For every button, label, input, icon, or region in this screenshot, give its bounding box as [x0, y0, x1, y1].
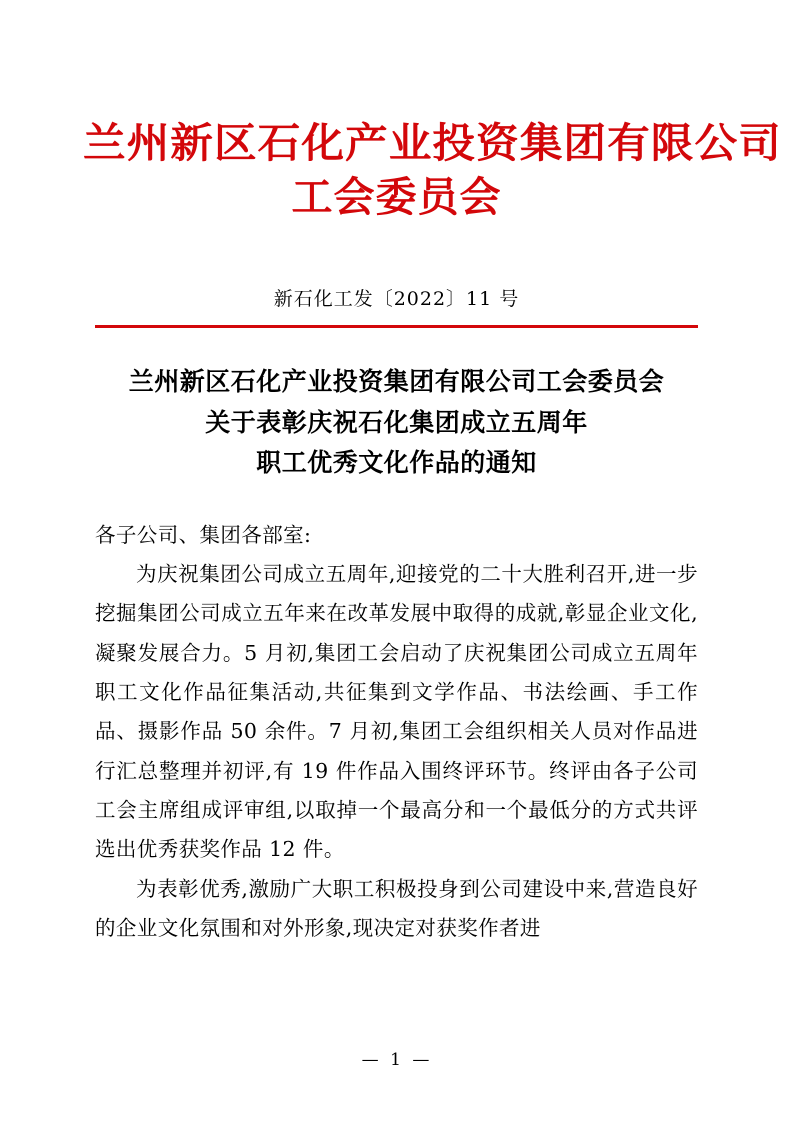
- salutation: 各子公司、集团各部室:: [95, 522, 312, 547]
- page-footer: [0, 1050, 793, 1070]
- document-number: 新石化工发〔2022〕11 号: [273, 288, 520, 311]
- document-title: [95, 362, 698, 484]
- body-paragraph-2: 为表彰优秀,激励广大职工积极投身到公司建设中来,营造良好的企业文化氛围和对外形象,现决定对获奖作者进: [95, 876, 698, 941]
- document-title-line-1: 兰州新区石化产业投资集团有限公司工会委员会: [128, 367, 665, 397]
- footer-left-dash: —: [361, 1050, 381, 1070]
- body-paragraph-1: 为庆祝集团公司成立五周年,迎接党的二十大胜利召开,进一步挖掘集团公司成立五年来在改革发展中取得的成就,彰显企业文化,凝聚发展合力。5 月初,集团工会启动了庆祝集团公司成立五周年职工文化作品征集活动,共征集到文学作品、书法绘画、手工作品、摄影作品 50 余件。7 月初,集团工会组织相关人员对作品进行汇总整理并初评,有 19 件作品入围终评环节。终评由各子公司工会主席组成评审组,以取掉一个最高分和一个最低分的方式共评选出优秀获奖作品 12 件。: [95, 561, 698, 862]
- issuing-organization-line-2: 工会委员会: [291, 173, 502, 222]
- document-title-line-3: 职工优秀文化作品的通知: [256, 448, 537, 478]
- document-header: [82, 0, 782, 222]
- footer-right-dash: —: [412, 1050, 432, 1070]
- document-body: [95, 516, 698, 949]
- document-title-line-2: 关于表彰庆祝石化集团成立五周年: [205, 407, 588, 437]
- page-number: 1: [390, 1050, 403, 1070]
- issuing-organization-line-1: 兰州新区石化产业投资集团有限公司: [82, 119, 782, 167]
- red-divider-rule: [95, 325, 698, 328]
